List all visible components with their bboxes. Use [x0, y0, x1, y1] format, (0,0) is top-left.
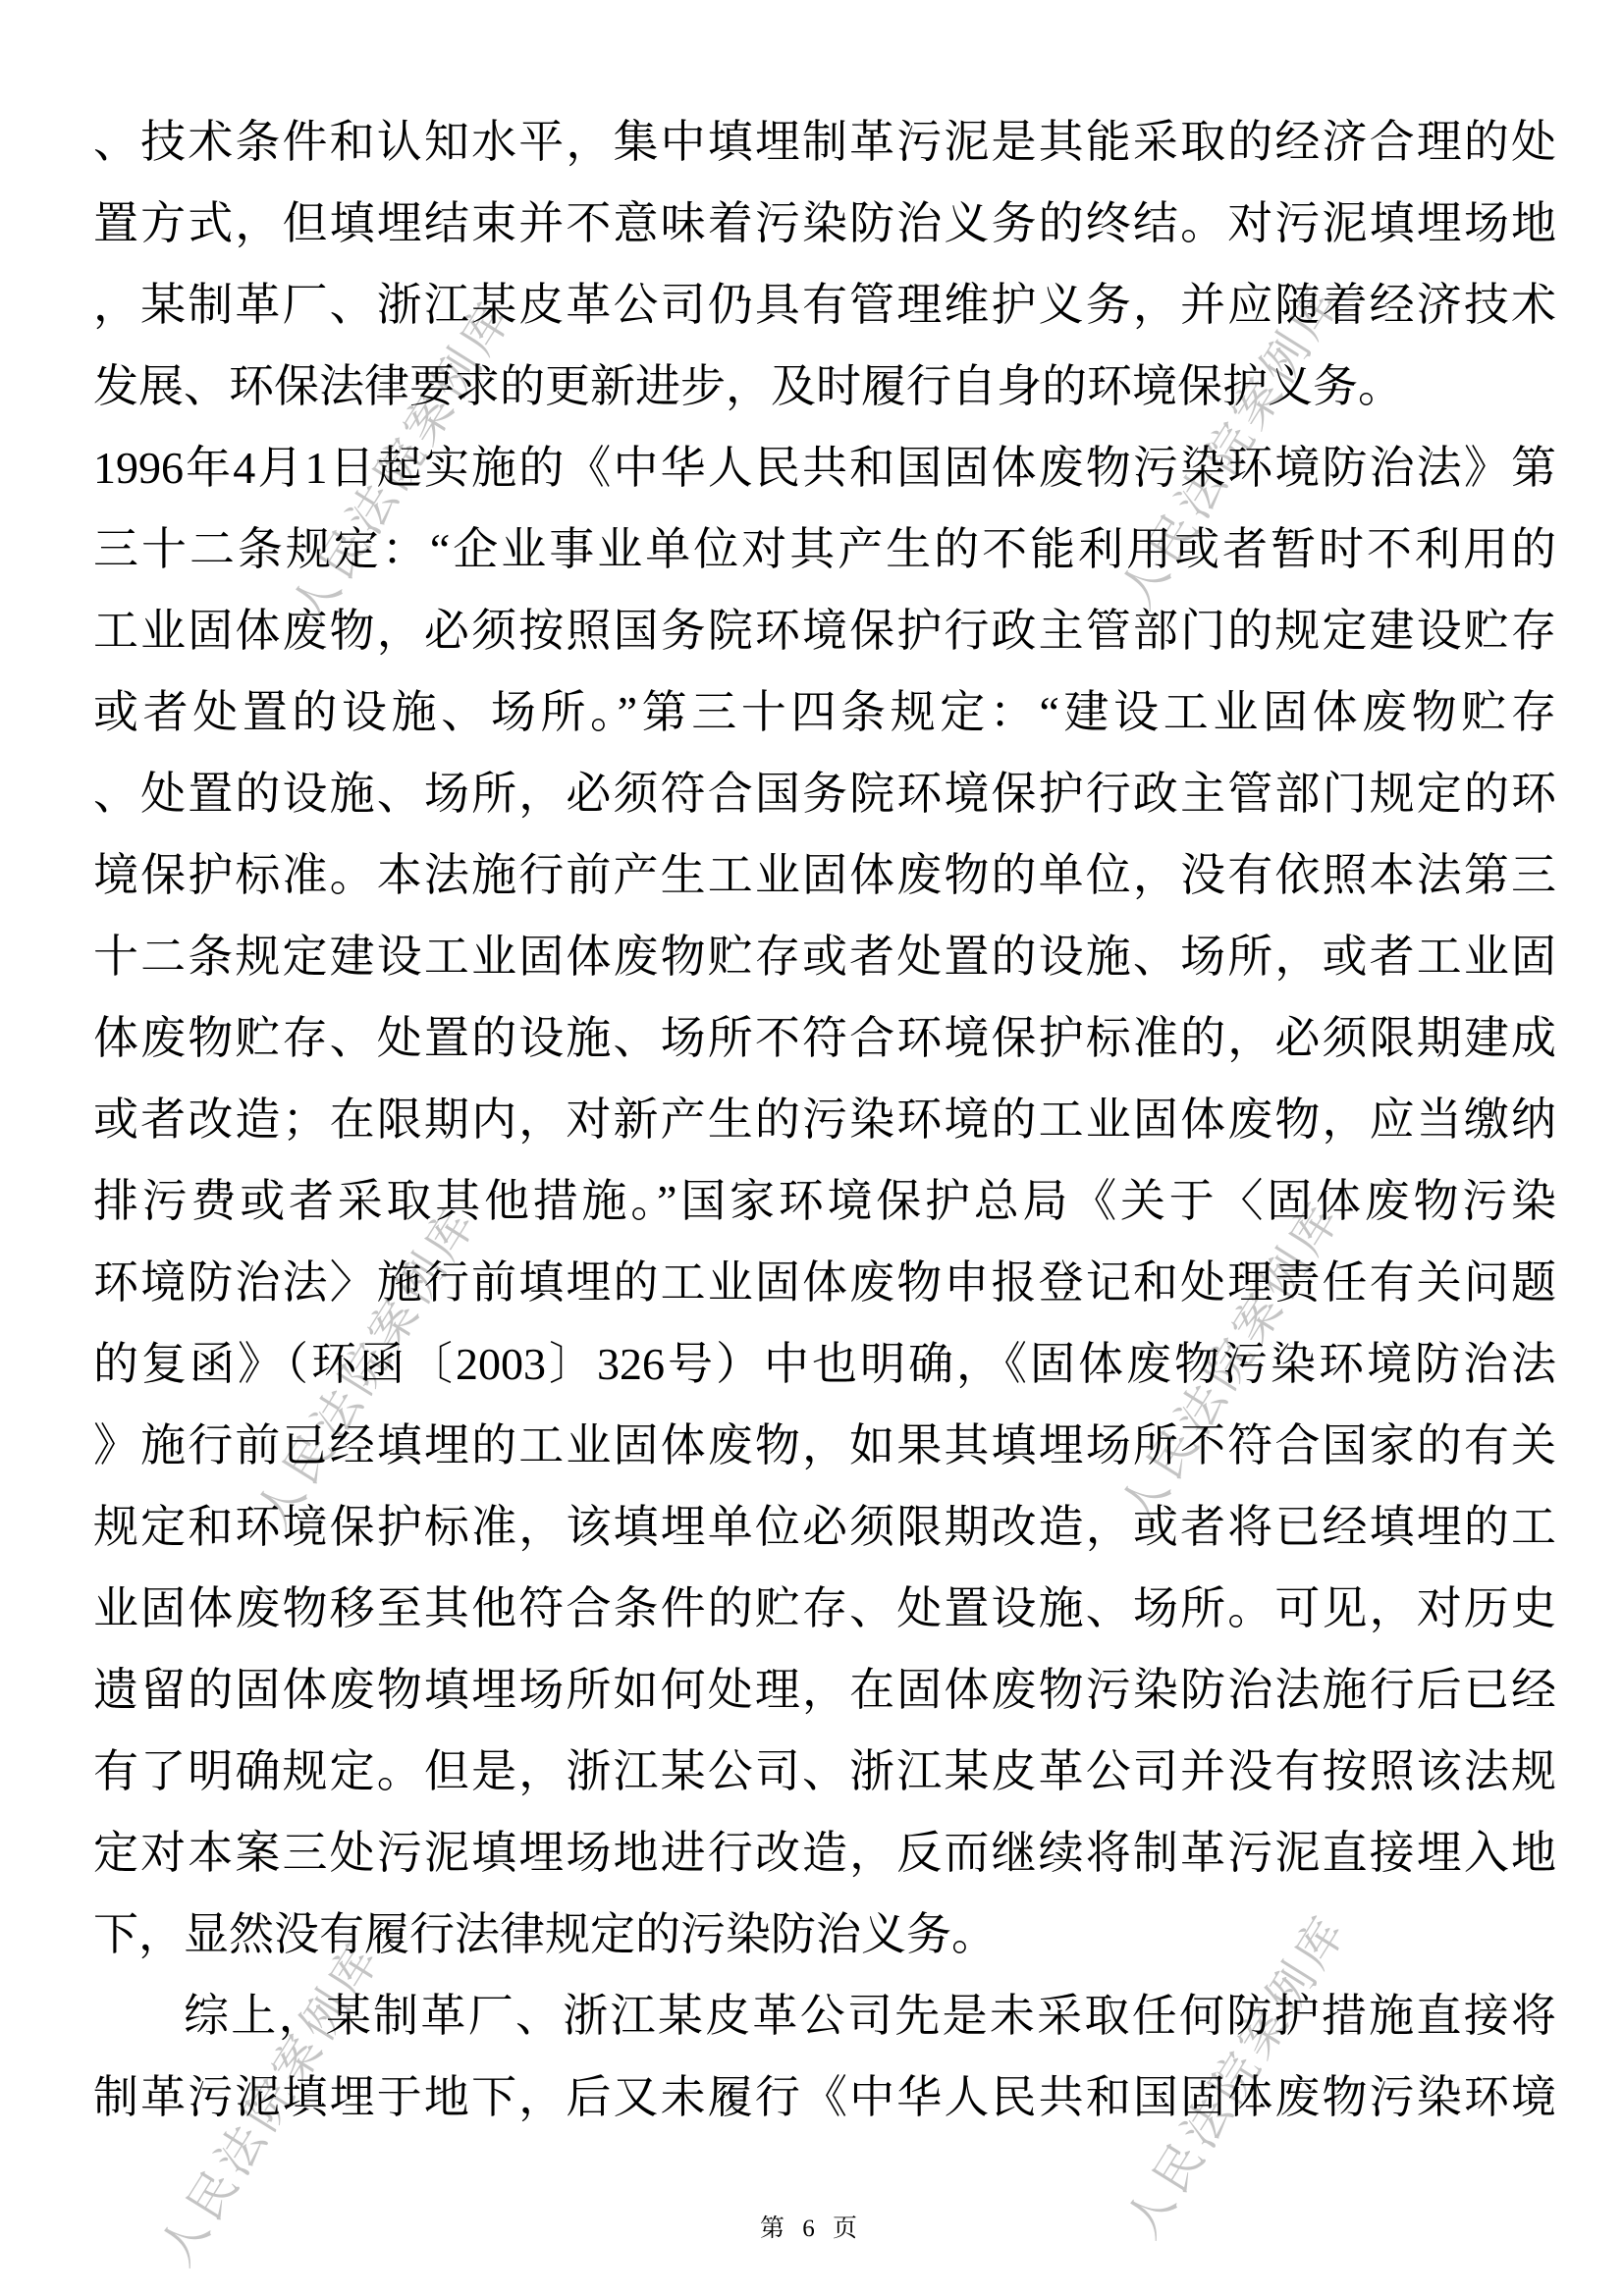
- text-line: 制革污泥填埋于地下，后又未履行《中华人民共和国固体废物污染环境: [93, 2072, 1556, 2122]
- text-line: 有了明确规定。但是，浙江某公司、浙江某皮革公司并没有按照该法规: [93, 1746, 1556, 1796]
- document-body: [93, 101, 1556, 2138]
- text-line: 遗留的固体废物填埋场所如何处理，在固体废物污染防治法施行后已经: [93, 1665, 1556, 1715]
- text-line: 综上，某制革厂、浙江某皮革公司先是未采取任何防护措施直接将: [184, 1991, 1556, 2041]
- text-line: 的复函》（环函〔2003〕326号）中也明确，《固体废物污染环境防治法: [93, 1339, 1556, 1389]
- watermark-text: 人民法院案例库: [246, 1196, 488, 1538]
- watermark-text: 人民法院案例库: [282, 291, 523, 633]
- text-line: 工业固体废物，必须按照国务院环境保护行政主管部门的规定建设贮存: [93, 606, 1556, 656]
- page-number: 第 6 页: [759, 2216, 863, 2242]
- watermark-text: 人民法院案例库: [1116, 1904, 1358, 2247]
- watermark-text: 人民法院案例库: [1110, 1191, 1352, 1533]
- text-line: 或者改造；在限期内，对新产生的污染环境的工业固体废物，应当缴纳: [93, 1095, 1556, 1145]
- text-line: 环境防治法〉施行前填埋的工业固体废物申报登记和处理责任有关问题: [93, 1257, 1556, 1308]
- text-line: 、技术条件和认知水平，集中填埋制革污泥是其能采取的经济合理的处: [93, 117, 1556, 167]
- text-line: 体废物贮存、处置的设施、场所不符合环境保护标准的，必须限期建成: [93, 1013, 1556, 1063]
- text-line: 、处置的设施、场所，必须符合国务院环境保护行政主管部门规定的环: [93, 769, 1556, 819]
- watermark-text: 人民法院案例库: [150, 1932, 392, 2274]
- text-line: 》施行前已经填埋的工业固体废物，如果其填埋场所不符合国家的有关: [93, 1420, 1556, 1470]
- watermark-text: 人民法院案例库: [1110, 275, 1352, 617]
- text-line: 三十二条规定：“企业事业单位对其产生的不能利用或者暂时不利用的: [93, 524, 1556, 574]
- text-line: 规定和环境保护标准，该填埋单位必须限期改造，或者将已经填埋的工: [93, 1502, 1556, 1552]
- text-line: 十二条规定建设工业固体废物贮存或者处置的设施、场所，或者工业固: [93, 932, 1556, 982]
- text-line: ，某制革厂、浙江某皮革公司仍具有管理维护义务，并应随着经济技术: [93, 280, 1556, 330]
- text-line: 业固体废物移至其他符合条件的贮存、处置设施、场所。可见，对历史: [93, 1583, 1556, 1633]
- text-line: 置方式，但填埋结束并不意味着污染防治义务的终结。对污泥填埋场地: [93, 198, 1556, 248]
- text-line: 定对本案三处污泥填埋场地进行改造，反而继续将制革污泥直接埋入地: [93, 1828, 1556, 1878]
- text-line: 下，显然没有履行法律规定的污染防治义务。: [93, 1909, 997, 1959]
- text-line: 排污费或者采取其他措施。”国家环境保护总局《关于〈固体废物污染: [93, 1176, 1556, 1226]
- text-line: 发展、环保法律要求的更新进步，及时履行自身的环境保护义务。: [93, 361, 1403, 411]
- text-line: 1996年4月1日起实施的《中华人民共和国固体废物污染环境防治法》第: [93, 443, 1556, 493]
- text-line: 或者处置的设施、场所。”第三十四条规定：“建设工业固体废物贮存: [93, 687, 1556, 737]
- text-line: 境保护标准。本法施行前产生工业固体废物的单位，没有依照本法第三: [93, 850, 1556, 900]
